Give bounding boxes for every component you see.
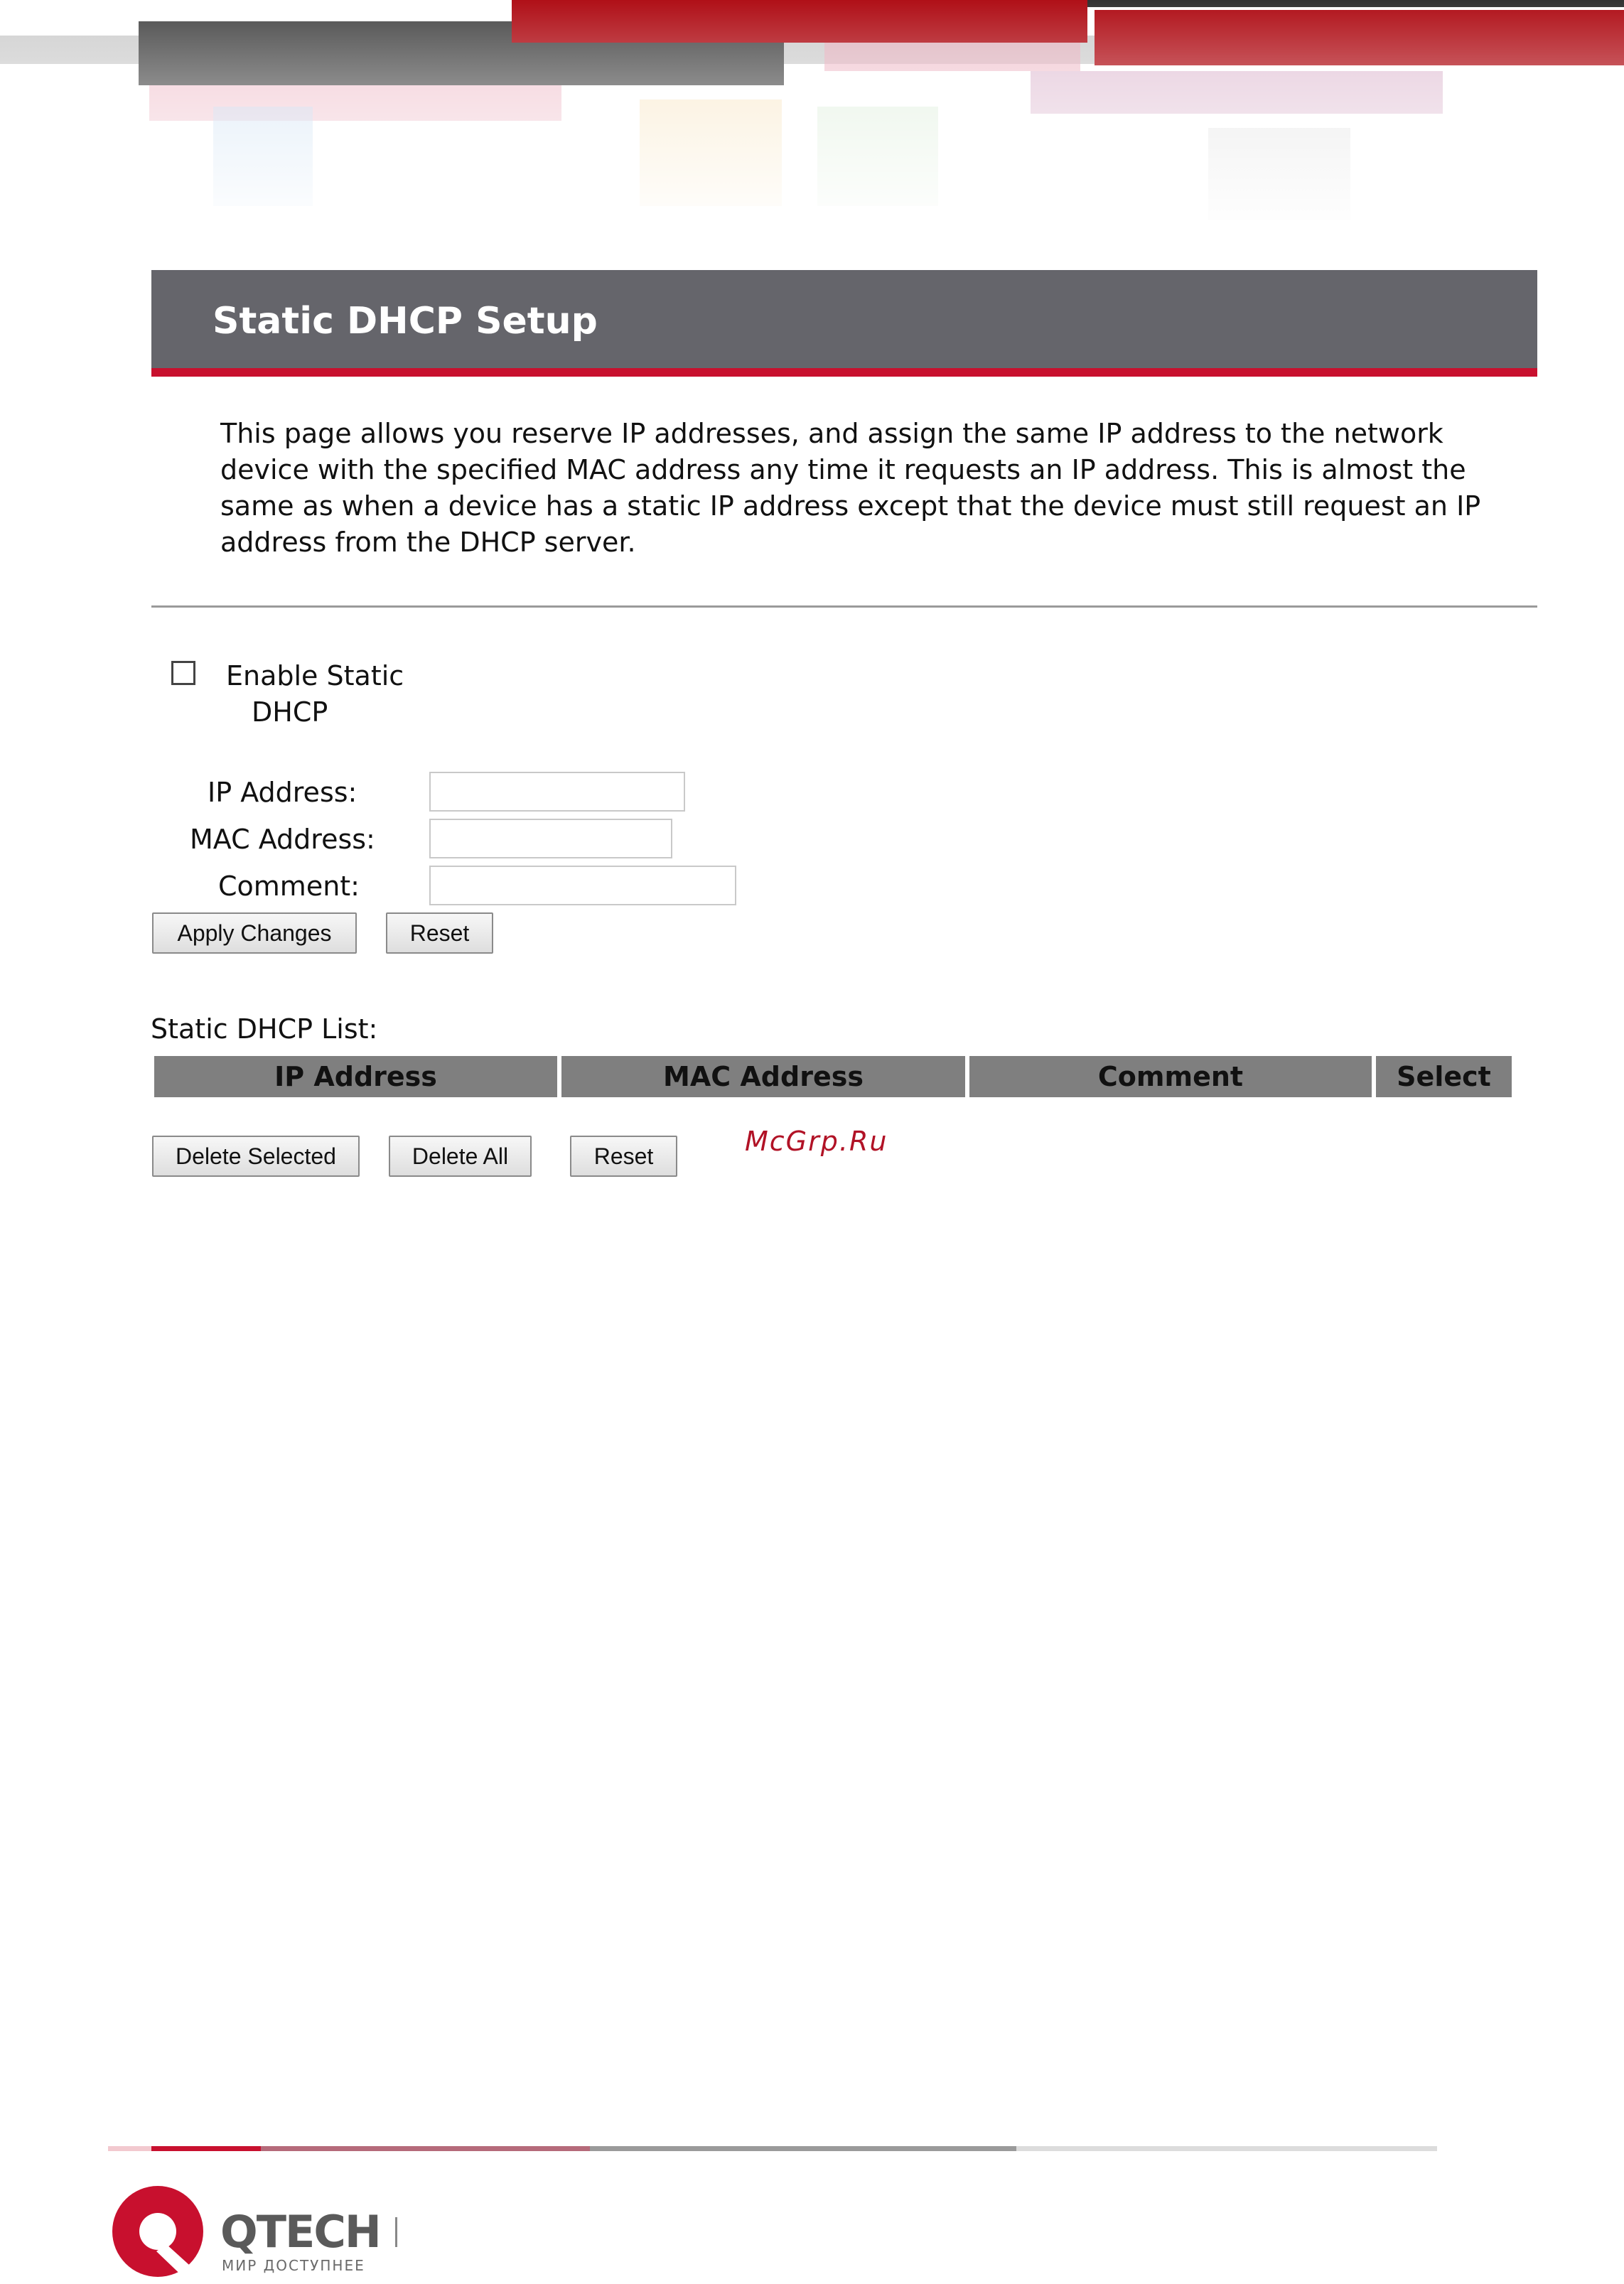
footer-line-accent bbox=[151, 2146, 261, 2151]
delete-all-button[interactable]: Delete All bbox=[389, 1136, 532, 1177]
watermark-text: McGrp.Ru bbox=[745, 1126, 888, 1157]
footer-line-light bbox=[1016, 2146, 1437, 2151]
mac-address-input[interactable] bbox=[429, 819, 672, 858]
column-header-ip-address: IP Address bbox=[154, 1056, 557, 1097]
comment-label: Comment: bbox=[218, 871, 360, 902]
enable-label-line1: Enable Static bbox=[226, 660, 404, 691]
footer-line-grey bbox=[590, 2146, 1016, 2151]
page-description: This page allows you reserve IP addresses, and assign the same IP address to the network device with the specified MAC address any time it requests an IP address. This is almost the same as when a device has a static IP address except that the device must still request an IP address from the DHCP server. bbox=[220, 418, 1481, 558]
footer-brand: QTECH bbox=[220, 2206, 380, 2258]
page-title-bar bbox=[151, 270, 1537, 377]
header-banner bbox=[0, 0, 1624, 235]
enable-static-dhcp-label bbox=[226, 658, 439, 731]
column-header-comment: Comment bbox=[969, 1056, 1372, 1097]
comment-input[interactable] bbox=[429, 866, 736, 905]
apply-changes-button[interactable]: Apply Changes bbox=[152, 912, 357, 954]
page-title: Static DHCP Setup bbox=[213, 300, 598, 343]
reset-form-button[interactable]: Reset bbox=[386, 912, 493, 954]
delete-selected-button[interactable]: Delete Selected bbox=[152, 1136, 360, 1177]
enable-static-dhcp-checkbox[interactable] bbox=[171, 661, 195, 685]
footer-separator bbox=[395, 2217, 397, 2247]
ip-address-label: IP Address: bbox=[208, 777, 357, 808]
reset-list-button[interactable]: Reset bbox=[570, 1136, 677, 1177]
enable-label-line2: DHCP bbox=[252, 696, 328, 728]
divider bbox=[151, 605, 1537, 608]
qtech-logo-icon bbox=[112, 2186, 210, 2284]
column-header-select: Select bbox=[1376, 1056, 1512, 1097]
mac-address-label: MAC Address: bbox=[190, 824, 375, 855]
footer-tagline: МИР ДОСТУПНЕЕ bbox=[222, 2257, 365, 2274]
footer-line-mid bbox=[261, 2146, 590, 2151]
ip-address-input[interactable] bbox=[429, 772, 685, 812]
column-header-mac-address: MAC Address bbox=[561, 1056, 965, 1097]
static-dhcp-list-title: Static DHCP List: bbox=[151, 1013, 378, 1045]
